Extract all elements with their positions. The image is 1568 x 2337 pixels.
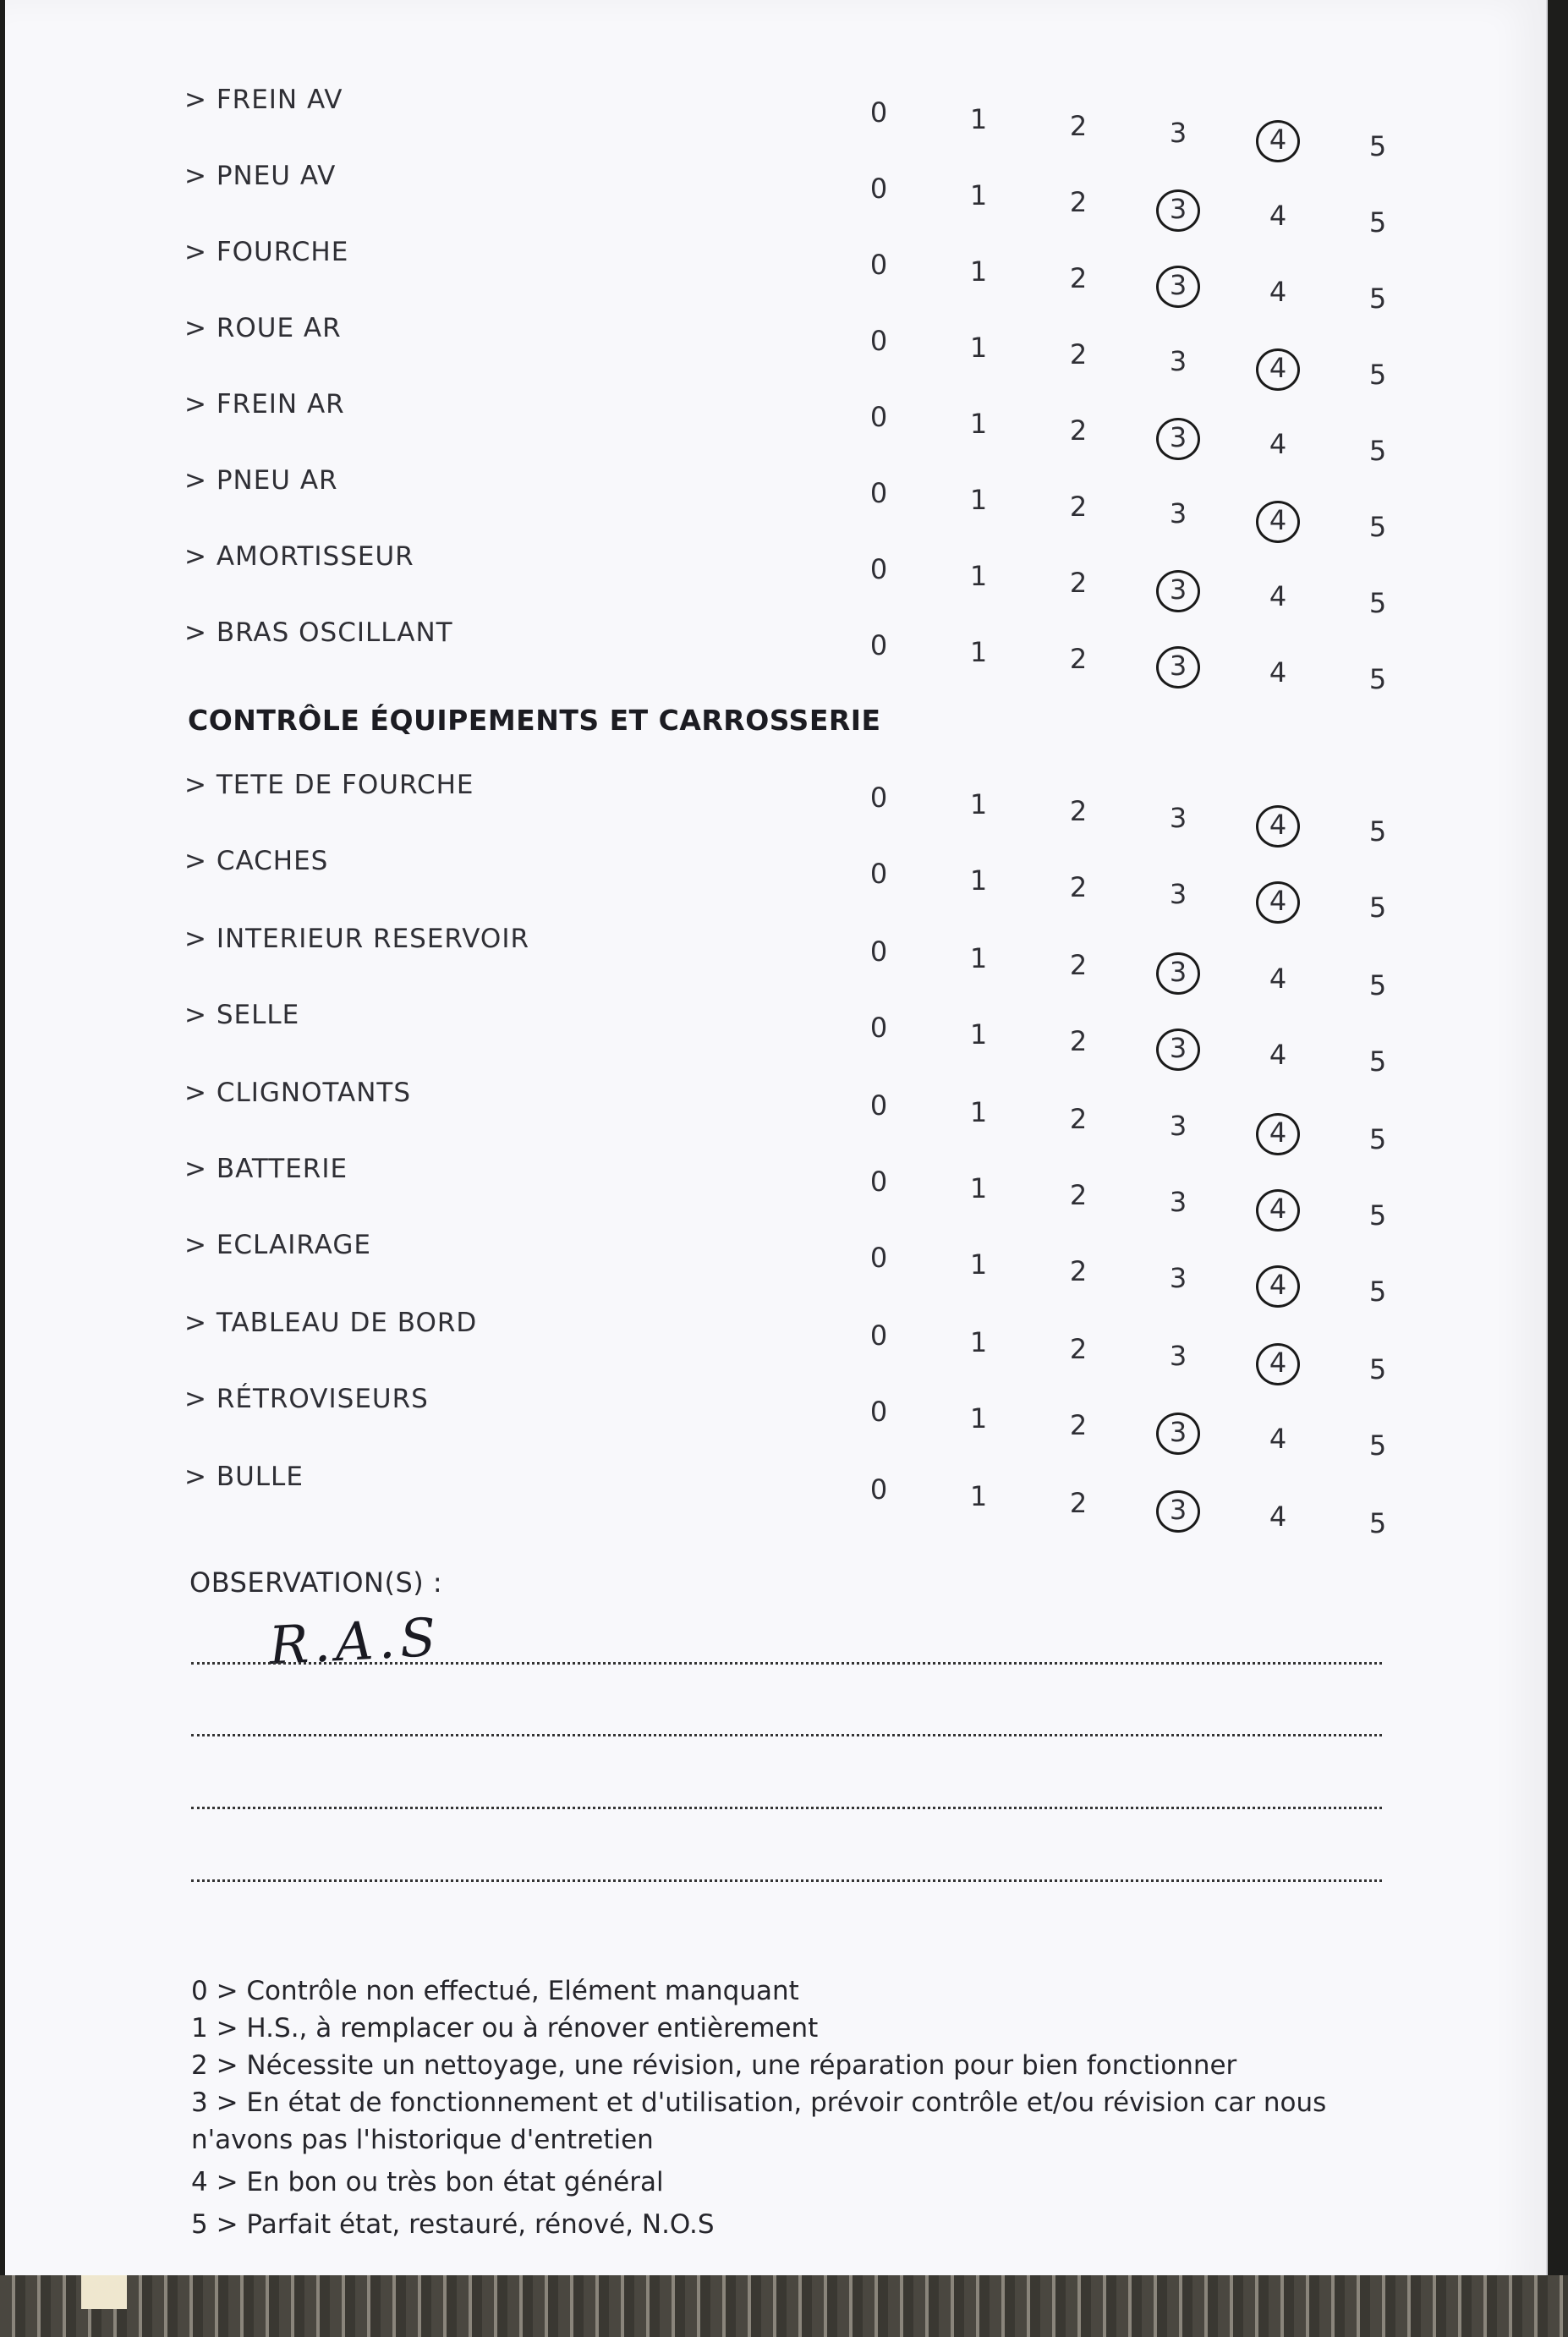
checklist-row <box>5 237 1546 315</box>
score-value: 0 <box>869 477 888 509</box>
score-value: 5 <box>1368 435 1387 467</box>
score-value: 1 <box>969 1402 988 1435</box>
score-value: 0 <box>869 1166 888 1198</box>
score-value: 0 <box>869 1012 888 1044</box>
score-value: 4 <box>1269 276 1287 308</box>
score-option-0 <box>858 935 900 968</box>
score-option-2 <box>1057 1179 1099 1211</box>
score-value: 2 <box>1069 795 1088 827</box>
score-option-4 <box>1257 276 1299 308</box>
score-option-1 <box>957 788 1000 820</box>
score-option-4 <box>1257 1269 1299 1301</box>
checklist-row <box>5 1230 1546 1308</box>
score-value: 0 <box>869 401 888 433</box>
selected-circle-mark <box>1256 348 1300 391</box>
score-value: 1 <box>969 560 988 592</box>
checklist-row <box>5 617 1546 695</box>
score-option-4 <box>1257 1193 1299 1225</box>
score-value: 4 <box>1269 504 1287 536</box>
selected-circle-mark <box>1256 1343 1300 1385</box>
score-value: 1 <box>969 1480 988 1512</box>
score-value: 0 <box>869 782 888 814</box>
score-value: 1 <box>969 1326 988 1358</box>
score-value: 4 <box>1269 1039 1287 1071</box>
score-value: 3 <box>1169 650 1187 682</box>
checklist-row <box>5 1078 1546 1155</box>
selected-circle-mark <box>1156 952 1200 995</box>
score-value: 0 <box>869 96 888 129</box>
score-option-4 <box>1257 352 1299 384</box>
score-option-2 <box>1057 643 1099 675</box>
score-option-0 <box>858 173 900 205</box>
score-value: 2 <box>1069 949 1088 981</box>
score-option-5 <box>1357 130 1399 162</box>
selected-circle-mark <box>1256 881 1300 924</box>
score-option-4 <box>1257 1423 1299 1455</box>
score-option-2 <box>1057 110 1099 142</box>
score-option-3 <box>1157 1110 1199 1142</box>
score-value: 4 <box>1269 123 1287 156</box>
score-value: 3 <box>1169 1186 1187 1218</box>
score-option-5 <box>1357 1275 1399 1308</box>
score-value: 2 <box>1069 1409 1088 1441</box>
score-value: 4 <box>1269 963 1287 995</box>
score-value: 4 <box>1269 1269 1287 1301</box>
score-value: 4 <box>1269 809 1287 841</box>
score-value: 4 <box>1269 1423 1287 1455</box>
score-value: 5 <box>1368 891 1387 924</box>
score-option-1 <box>957 1326 1000 1358</box>
score-value: 3 <box>1169 1032 1187 1064</box>
score-value: 5 <box>1368 511 1387 543</box>
selected-circle-mark <box>1156 646 1200 688</box>
score-value: 1 <box>969 1172 988 1204</box>
score-option-5 <box>1357 663 1399 695</box>
section-title: CONTRÔLE ÉQUIPEMENTS ET CARROSSERIE <box>188 704 881 737</box>
background-binder <box>0 2275 1568 2337</box>
score-option-2 <box>1057 1333 1099 1365</box>
score-value: 1 <box>969 332 988 364</box>
score-value: 2 <box>1069 1025 1088 1057</box>
score-option-0 <box>858 1012 900 1044</box>
score-value: 4 <box>1269 200 1287 232</box>
selected-circle-mark <box>1256 1113 1300 1155</box>
legend-line: 4 > En bon ou très bon état général <box>191 2167 664 2197</box>
score-option-1 <box>957 484 1000 516</box>
score-option-3 <box>1157 117 1199 149</box>
selected-circle-mark <box>1256 501 1300 543</box>
score-value: 1 <box>969 408 988 440</box>
score-option-3 <box>1157 1262 1199 1294</box>
row-label: > PNEU AR <box>184 465 338 496</box>
score-value: 3 <box>1169 1110 1187 1142</box>
score-option-2 <box>1057 262 1099 294</box>
score-value: 0 <box>869 1396 888 1428</box>
score-value: 3 <box>1169 497 1187 529</box>
legend-line: 1 > H.S., à remplacer ou à rénover entièrement <box>191 2013 819 2044</box>
score-value: 5 <box>1368 1507 1387 1539</box>
score-option-2 <box>1057 338 1099 370</box>
legend-line: 5 > Parfait état, restauré, rénové, N.O.S <box>191 2209 715 2240</box>
selected-circle-mark <box>1156 266 1200 308</box>
score-value: 5 <box>1368 1123 1387 1155</box>
score-option-2 <box>1057 871 1099 903</box>
score-option-2 <box>1057 795 1099 827</box>
score-option-5 <box>1357 283 1399 315</box>
row-label: > FREIN AR <box>184 389 345 420</box>
score-value: 3 <box>1169 1340 1187 1372</box>
score-option-3 <box>1157 269 1199 301</box>
score-value: 3 <box>1169 1494 1187 1526</box>
score-option-5 <box>1357 1123 1399 1155</box>
score-option-1 <box>957 1096 1000 1128</box>
score-value: 5 <box>1368 1045 1387 1078</box>
score-value: 4 <box>1269 1500 1287 1533</box>
score-option-0 <box>858 1396 900 1428</box>
row-label: > BRAS OSCILLANT <box>184 617 453 648</box>
row-label: > SELLE <box>184 1000 300 1030</box>
row-label: > FOURCHE <box>184 237 349 267</box>
score-value: 0 <box>869 1473 888 1506</box>
score-value: 0 <box>869 249 888 281</box>
score-value: 2 <box>1069 1179 1088 1211</box>
score-option-5 <box>1357 587 1399 619</box>
observations-label: OBSERVATION(S) : <box>189 1566 443 1599</box>
selected-circle-mark <box>1156 1413 1200 1455</box>
binder-tab <box>81 2275 127 2309</box>
score-value: 3 <box>1169 802 1187 834</box>
score-option-0 <box>858 553 900 585</box>
selected-circle-mark <box>1256 1189 1300 1232</box>
score-option-0 <box>858 477 900 509</box>
score-value: 0 <box>869 1089 888 1122</box>
score-option-5 <box>1357 891 1399 924</box>
score-value: 2 <box>1069 1487 1088 1519</box>
score-value: 5 <box>1368 1353 1387 1385</box>
score-option-2 <box>1057 1255 1099 1287</box>
score-option-4 <box>1257 580 1299 612</box>
score-option-3 <box>1157 193 1199 225</box>
row-label: > PNEU AV <box>184 161 337 191</box>
checklist-row <box>5 1384 1546 1462</box>
score-option-3 <box>1157 650 1199 682</box>
checklist-row <box>5 1308 1546 1385</box>
score-option-4 <box>1257 1116 1299 1149</box>
row-label: > BULLE <box>184 1462 304 1492</box>
score-option-0 <box>858 325 900 357</box>
score-option-5 <box>1357 1045 1399 1078</box>
score-value: 2 <box>1069 110 1088 142</box>
score-option-5 <box>1357 359 1399 391</box>
legend-line: 3 > En état de fonctionnement et d'utilisation, prévoir contrôle et/ou révision car nous <box>191 2087 1327 2118</box>
score-value: 3 <box>1169 421 1187 453</box>
score-value: 3 <box>1169 878 1187 910</box>
score-option-4 <box>1257 123 1299 156</box>
score-value: 2 <box>1069 491 1088 523</box>
score-option-0 <box>858 96 900 129</box>
checklist-row <box>5 313 1546 391</box>
score-option-5 <box>1357 1199 1399 1232</box>
score-value: 0 <box>869 935 888 968</box>
score-option-3 <box>1157 345 1199 377</box>
inspection-sheet <box>5 0 1548 2299</box>
score-option-4 <box>1257 963 1299 995</box>
score-value: 5 <box>1368 587 1387 619</box>
score-option-0 <box>858 782 900 814</box>
score-option-3 <box>1157 421 1199 453</box>
observation-line <box>191 1734 1382 1736</box>
observations-handwritten-note: R.A.S <box>267 1605 443 1677</box>
score-option-3 <box>1157 802 1199 834</box>
score-value: 2 <box>1069 1333 1088 1365</box>
score-option-2 <box>1057 567 1099 599</box>
score-option-1 <box>957 1480 1000 1512</box>
score-value: 2 <box>1069 414 1088 447</box>
score-option-0 <box>858 858 900 890</box>
score-option-5 <box>1357 1507 1399 1539</box>
score-value: 2 <box>1069 567 1088 599</box>
score-option-4 <box>1257 1039 1299 1071</box>
score-value: 2 <box>1069 1255 1088 1287</box>
score-value: 5 <box>1368 359 1387 391</box>
score-value: 1 <box>969 179 988 211</box>
score-value: 0 <box>869 858 888 890</box>
score-option-3 <box>1157 956 1199 988</box>
score-value: 4 <box>1269 580 1287 612</box>
score-value: 0 <box>869 1319 888 1352</box>
score-value: 4 <box>1269 1193 1287 1225</box>
score-value: 5 <box>1368 1275 1387 1308</box>
score-value: 1 <box>969 1096 988 1128</box>
score-option-2 <box>1057 1487 1099 1519</box>
score-option-3 <box>1157 1416 1199 1448</box>
score-option-4 <box>1257 200 1299 232</box>
row-label: > ROUE AR <box>184 313 342 343</box>
row-label: > AMORTISSEUR <box>184 541 414 572</box>
score-value: 4 <box>1269 1347 1287 1379</box>
score-value: 5 <box>1368 206 1387 239</box>
score-value: 1 <box>969 255 988 288</box>
row-label: > TETE DE FOURCHE <box>184 770 474 800</box>
row-label: > INTERIEUR RESERVOIR <box>184 924 530 954</box>
score-option-0 <box>858 1089 900 1122</box>
selected-circle-mark <box>1156 570 1200 612</box>
checklist-row <box>5 1154 1546 1232</box>
score-value: 1 <box>969 864 988 897</box>
score-value: 1 <box>969 1018 988 1051</box>
score-value: 4 <box>1269 656 1287 688</box>
score-value: 3 <box>1169 573 1187 606</box>
score-value: 1 <box>969 103 988 135</box>
score-option-1 <box>957 1172 1000 1204</box>
score-option-0 <box>858 249 900 281</box>
score-option-0 <box>858 629 900 661</box>
selected-circle-mark <box>1156 418 1200 460</box>
score-option-1 <box>957 255 1000 288</box>
score-option-0 <box>858 1166 900 1198</box>
legend-line: n'avons pas l'historique d'entretien <box>191 2125 654 2155</box>
score-value: 2 <box>1069 338 1088 370</box>
selected-circle-mark <box>1256 1265 1300 1308</box>
score-option-3 <box>1157 1494 1199 1526</box>
checklist-row <box>5 85 1546 162</box>
score-value: 1 <box>969 788 988 820</box>
score-option-1 <box>957 560 1000 592</box>
score-option-4 <box>1257 809 1299 841</box>
observation-line <box>191 1662 1382 1665</box>
score-value: 2 <box>1069 1103 1088 1135</box>
checklist-row <box>5 846 1546 924</box>
score-value: 5 <box>1368 283 1387 315</box>
score-value: 4 <box>1269 885 1287 917</box>
selected-circle-mark <box>1256 805 1300 848</box>
score-option-5 <box>1357 1429 1399 1462</box>
score-option-3 <box>1157 878 1199 910</box>
score-value: 3 <box>1169 345 1187 377</box>
score-option-3 <box>1157 497 1199 529</box>
score-option-1 <box>957 179 1000 211</box>
legend-line: 2 > Nécessite un nettoyage, une révision, une réparation pour bien fonctionner <box>191 2050 1237 2081</box>
score-value: 2 <box>1069 643 1088 675</box>
score-option-1 <box>957 864 1000 897</box>
score-option-4 <box>1257 885 1299 917</box>
score-option-2 <box>1057 1409 1099 1441</box>
score-option-4 <box>1257 1500 1299 1533</box>
score-option-5 <box>1357 969 1399 1001</box>
score-option-5 <box>1357 511 1399 543</box>
score-value: 3 <box>1169 117 1187 149</box>
score-value: 3 <box>1169 193 1187 225</box>
checklist-row <box>5 541 1546 619</box>
selected-circle-mark <box>1156 189 1200 232</box>
score-option-3 <box>1157 573 1199 606</box>
score-option-1 <box>957 332 1000 364</box>
score-option-1 <box>957 636 1000 668</box>
score-option-1 <box>957 1018 1000 1051</box>
score-option-2 <box>1057 1025 1099 1057</box>
legend-line: 0 > Contrôle non effectué, Elément manquant <box>191 1976 799 2006</box>
score-value: 4 <box>1269 428 1287 460</box>
selected-circle-mark <box>1156 1490 1200 1533</box>
score-option-1 <box>957 1402 1000 1435</box>
checklist-row <box>5 389 1546 467</box>
row-label: > FREIN AV <box>184 85 343 115</box>
score-value: 3 <box>1169 269 1187 301</box>
score-option-2 <box>1057 1103 1099 1135</box>
score-value: 5 <box>1368 815 1387 848</box>
score-option-2 <box>1057 491 1099 523</box>
score-value: 1 <box>969 636 988 668</box>
score-option-5 <box>1357 815 1399 848</box>
score-value: 0 <box>869 325 888 357</box>
score-option-1 <box>957 1248 1000 1281</box>
score-option-0 <box>858 401 900 433</box>
score-value: 2 <box>1069 871 1088 903</box>
row-label: > BATTERIE <box>184 1154 348 1184</box>
score-value: 5 <box>1368 663 1387 695</box>
score-option-5 <box>1357 206 1399 239</box>
row-label: > TABLEAU DE BORD <box>184 1308 478 1338</box>
score-option-3 <box>1157 1186 1199 1218</box>
checklist-row <box>5 1000 1546 1078</box>
checklist-row <box>5 465 1546 543</box>
score-value: 5 <box>1368 1199 1387 1232</box>
checklist-row <box>5 924 1546 1001</box>
score-value: 3 <box>1169 1262 1187 1294</box>
row-label: > CLIGNOTANTS <box>184 1078 412 1108</box>
score-value: 0 <box>869 173 888 205</box>
score-option-2 <box>1057 186 1099 218</box>
score-value: 5 <box>1368 130 1387 162</box>
checklist-row <box>5 161 1546 239</box>
score-option-3 <box>1157 1032 1199 1064</box>
score-option-0 <box>858 1319 900 1352</box>
score-option-5 <box>1357 1353 1399 1385</box>
score-option-0 <box>858 1242 900 1274</box>
score-option-1 <box>957 408 1000 440</box>
observation-line <box>191 1807 1382 1809</box>
score-value: 4 <box>1269 1116 1287 1149</box>
row-label: > ECLAIRAGE <box>184 1230 371 1260</box>
score-value: 5 <box>1368 1429 1387 1462</box>
score-option-1 <box>957 103 1000 135</box>
score-option-2 <box>1057 414 1099 447</box>
score-option-2 <box>1057 949 1099 981</box>
score-option-4 <box>1257 656 1299 688</box>
score-value: 4 <box>1269 352 1287 384</box>
score-option-1 <box>957 942 1000 974</box>
checklist-row <box>5 1462 1546 1539</box>
row-label: > RÉTROVISEURS <box>184 1384 429 1414</box>
score-value: 2 <box>1069 186 1088 218</box>
score-option-0 <box>858 1473 900 1506</box>
score-value: 2 <box>1069 262 1088 294</box>
score-value: 0 <box>869 629 888 661</box>
score-value: 0 <box>869 1242 888 1274</box>
selected-circle-mark <box>1256 120 1300 162</box>
selected-circle-mark <box>1156 1029 1200 1071</box>
score-option-4 <box>1257 1347 1299 1379</box>
score-value: 1 <box>969 484 988 516</box>
score-value: 1 <box>969 1248 988 1281</box>
row-label: > CACHES <box>184 846 329 876</box>
checklist-row <box>5 770 1546 848</box>
observation-line <box>191 1879 1382 1882</box>
score-value: 5 <box>1368 969 1387 1001</box>
score-value: 1 <box>969 942 988 974</box>
score-value: 3 <box>1169 956 1187 988</box>
score-option-3 <box>1157 1340 1199 1372</box>
score-option-4 <box>1257 428 1299 460</box>
score-option-4 <box>1257 504 1299 536</box>
score-value: 0 <box>869 553 888 585</box>
score-value: 3 <box>1169 1416 1187 1448</box>
score-option-5 <box>1357 435 1399 467</box>
